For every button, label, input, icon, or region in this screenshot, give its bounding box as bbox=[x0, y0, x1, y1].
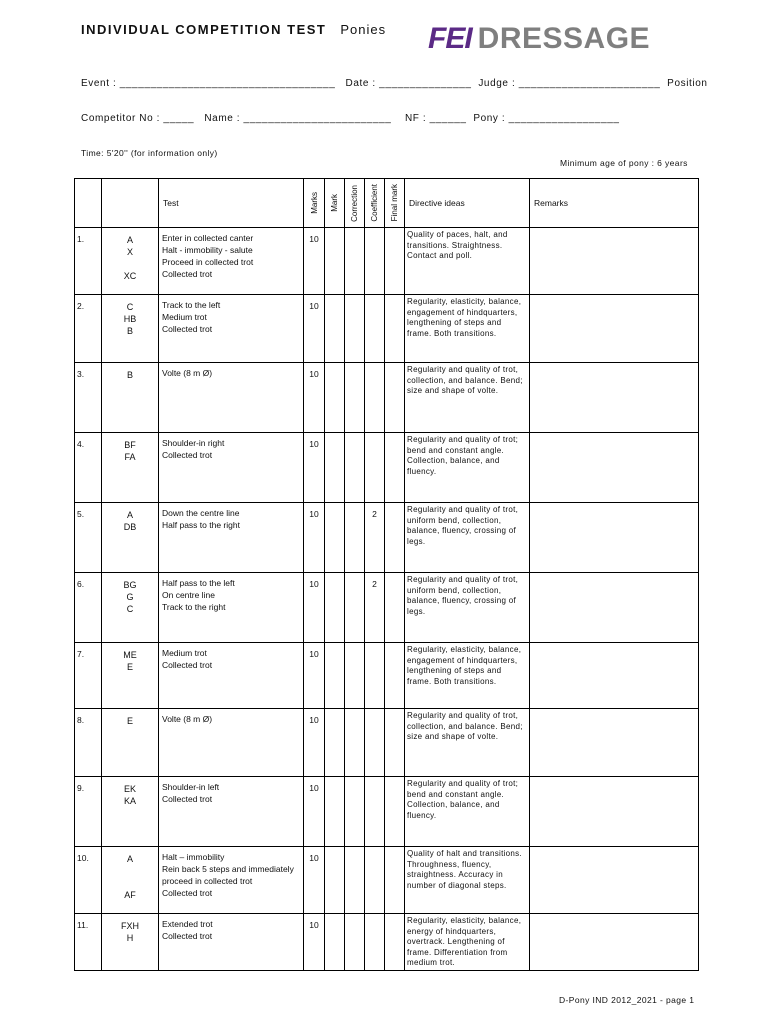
arena-letters bbox=[102, 363, 159, 433]
correction-cell[interactable] bbox=[345, 433, 365, 503]
final-mark-cell[interactable] bbox=[385, 914, 405, 971]
coefficient-cell bbox=[365, 709, 385, 777]
table-row bbox=[75, 228, 699, 295]
movement-description bbox=[159, 847, 304, 914]
movement-line: proceed in collected trot bbox=[162, 876, 253, 886]
mark-cell[interactable] bbox=[325, 777, 345, 847]
coefficient-cell: 2 bbox=[365, 573, 385, 643]
col-final-mark: Final mark bbox=[385, 179, 405, 228]
max-marks: 10 bbox=[304, 847, 325, 914]
movement-line: Shoulder-in right bbox=[162, 438, 225, 448]
final-mark-cell[interactable] bbox=[385, 573, 405, 643]
coefficient-cell bbox=[365, 777, 385, 847]
event-line: Event : ___________________________________ Date : _______________ Judge : _______________________ Position bbox=[81, 78, 708, 89]
movement-number: 1. bbox=[75, 228, 102, 295]
movement-number: 10. bbox=[75, 847, 102, 914]
movement-description bbox=[159, 503, 304, 573]
mark-cell[interactable] bbox=[325, 503, 345, 573]
remarks-cell[interactable] bbox=[530, 777, 699, 847]
time-note: Time: 5'20'' (for information only) bbox=[81, 148, 218, 158]
movement-number: 3. bbox=[75, 363, 102, 433]
coefficient-cell bbox=[365, 433, 385, 503]
directive-ideas: Quality of paces, halt, and transitions. Straightness. Contact and poll. bbox=[405, 228, 530, 295]
arena-letter: AF bbox=[124, 890, 136, 900]
fei-dressage-logo bbox=[428, 24, 650, 54]
arena-letter: A bbox=[126, 854, 133, 864]
final-mark-cell[interactable] bbox=[385, 503, 405, 573]
movement-line: Medium trot bbox=[162, 648, 207, 658]
table-row bbox=[75, 643, 699, 709]
movement-number: 7. bbox=[75, 643, 102, 709]
mark-cell[interactable] bbox=[325, 228, 345, 295]
arena-letters bbox=[102, 573, 159, 643]
movement-line: Collected trot bbox=[162, 660, 213, 670]
movement-description bbox=[159, 295, 304, 363]
mark-cell[interactable] bbox=[325, 573, 345, 643]
movement-description bbox=[159, 363, 304, 433]
movement-line: Halt - immobility - salute bbox=[162, 245, 253, 255]
directive-ideas: Regularity and quality of trot, uniform bend, collection, balance, fluency, crossing of legs. bbox=[405, 573, 530, 643]
arena-letter: EK bbox=[123, 784, 136, 794]
arena-letter: DB bbox=[123, 522, 137, 532]
arena-letter bbox=[102, 865, 158, 877]
coefficient-cell bbox=[365, 295, 385, 363]
max-marks: 10 bbox=[304, 363, 325, 433]
arena-letter: E bbox=[126, 662, 133, 672]
arena-letter: FA bbox=[124, 452, 136, 462]
arena-letters bbox=[102, 295, 159, 363]
arena-letter: HB bbox=[123, 314, 137, 324]
max-marks: 10 bbox=[304, 643, 325, 709]
table-row bbox=[75, 503, 699, 573]
movement-description bbox=[159, 709, 304, 777]
remarks-cell[interactable] bbox=[530, 643, 699, 709]
correction-cell[interactable] bbox=[345, 777, 365, 847]
directive-ideas: Regularity and quality of trot; bend and constant angle. Collection, balance, and fluency. bbox=[405, 433, 530, 503]
movement-description bbox=[159, 228, 304, 295]
movement-line: Collected trot bbox=[162, 931, 213, 941]
movement-line: Collected trot bbox=[162, 794, 213, 804]
logo-dressage: DRESSAGE bbox=[477, 22, 651, 55]
col-directive: Directive ideas bbox=[405, 179, 530, 228]
mark-cell[interactable] bbox=[325, 709, 345, 777]
correction-cell[interactable] bbox=[345, 709, 365, 777]
arena-letters bbox=[102, 643, 159, 709]
page-title bbox=[81, 22, 386, 37]
arena-letters bbox=[102, 709, 159, 777]
arena-letter: C bbox=[126, 604, 134, 614]
correction-cell[interactable] bbox=[345, 363, 365, 433]
final-mark-cell[interactable] bbox=[385, 433, 405, 503]
movement-number: 9. bbox=[75, 777, 102, 847]
movement-line: Half pass to the left bbox=[162, 578, 235, 588]
movement-description bbox=[159, 643, 304, 709]
table-header bbox=[75, 179, 699, 228]
mark-cell[interactable] bbox=[325, 433, 345, 503]
arena-letter: G bbox=[126, 592, 134, 602]
max-marks: 10 bbox=[304, 433, 325, 503]
movement-line: Halt – immobility bbox=[162, 852, 225, 862]
correction-cell[interactable] bbox=[345, 228, 365, 295]
mark-cell[interactable] bbox=[325, 363, 345, 433]
final-mark-cell[interactable] bbox=[385, 847, 405, 914]
arena-letter bbox=[102, 258, 158, 270]
arena-letter: B bbox=[126, 370, 133, 380]
movement-line: Half pass to the right bbox=[162, 520, 240, 530]
arena-letter bbox=[102, 877, 158, 889]
movement-number: 8. bbox=[75, 709, 102, 777]
final-mark-cell[interactable] bbox=[385, 295, 405, 363]
movement-line: Collected trot bbox=[162, 888, 213, 898]
final-mark-cell[interactable] bbox=[385, 709, 405, 777]
directive-ideas: Regularity, elasticity, balance, engagement of hindquarters, lengthening of steps and frame. Both transitions. bbox=[405, 295, 530, 363]
directive-ideas: Quality of halt and transitions. Throughness, fluency, straightness. Accuracy in number of diagonal steps. bbox=[405, 847, 530, 914]
arena-letter: C bbox=[126, 302, 134, 312]
title-sub: Ponies bbox=[340, 22, 387, 37]
movement-number: 11. bbox=[75, 914, 102, 971]
directive-ideas: Regularity, elasticity, balance, energy of hindquarters, overtrack. Lengthening of frame. Differentiation from medium trot. bbox=[405, 914, 530, 971]
arena-letter: X bbox=[126, 247, 133, 257]
movement-description bbox=[159, 433, 304, 503]
arena-letter: FXH bbox=[121, 921, 139, 931]
movement-line: Collected trot bbox=[162, 324, 213, 334]
movement-line: Collected trot bbox=[162, 450, 213, 460]
directive-ideas: Regularity and quality of trot; bend and constant angle. Collection, balance, and fluency. bbox=[405, 777, 530, 847]
remarks-cell[interactable] bbox=[530, 573, 699, 643]
movement-line: Medium trot bbox=[162, 312, 207, 322]
coefficient-cell bbox=[365, 363, 385, 433]
col-test: Test bbox=[159, 179, 304, 228]
movement-line: Rein back 5 steps and immediately bbox=[162, 864, 294, 874]
page-footer: D-Pony IND 2012_2021 - page 1 bbox=[559, 995, 695, 1005]
movement-number: 6. bbox=[75, 573, 102, 643]
max-marks: 10 bbox=[304, 503, 325, 573]
table-row bbox=[75, 709, 699, 777]
final-mark-cell[interactable] bbox=[385, 777, 405, 847]
final-mark-cell[interactable] bbox=[385, 228, 405, 295]
mark-cell[interactable] bbox=[325, 643, 345, 709]
movement-line: Shoulder-in left bbox=[162, 782, 220, 792]
movement-description bbox=[159, 573, 304, 643]
table-row bbox=[75, 777, 699, 847]
arena-letters bbox=[102, 228, 159, 295]
col-correction: Correction bbox=[345, 179, 365, 228]
mark-cell[interactable] bbox=[325, 295, 345, 363]
movement-line: Track to the left bbox=[162, 300, 221, 310]
correction-cell[interactable] bbox=[345, 643, 365, 709]
mark-cell[interactable] bbox=[325, 847, 345, 914]
correction-cell[interactable] bbox=[345, 573, 365, 643]
coefficient-cell bbox=[365, 914, 385, 971]
movement-line: Volte (8 m Ø) bbox=[162, 714, 213, 724]
arena-letter: BF bbox=[124, 440, 136, 450]
movement-line: Down the centre line bbox=[162, 508, 240, 518]
directive-ideas: Regularity and quality of trot, collection, and balance. Bend; size and shape of volte. bbox=[405, 363, 530, 433]
max-marks: 10 bbox=[304, 573, 325, 643]
arena-letter: B bbox=[126, 326, 133, 336]
table-row bbox=[75, 295, 699, 363]
title-main: INDIVIDUAL COMPETITION TEST bbox=[81, 22, 327, 37]
arena-letters bbox=[102, 503, 159, 573]
mark-cell[interactable] bbox=[325, 914, 345, 971]
movement-line: Enter in collected canter bbox=[162, 233, 254, 243]
max-marks: 10 bbox=[304, 914, 325, 971]
movement-line: Volte (8 m Ø) bbox=[162, 368, 213, 378]
arena-letters bbox=[102, 433, 159, 503]
table-row bbox=[75, 573, 699, 643]
remarks-cell[interactable] bbox=[530, 503, 699, 573]
table-row bbox=[75, 433, 699, 503]
table-row bbox=[75, 363, 699, 433]
max-marks: 10 bbox=[304, 777, 325, 847]
arena-letter: A bbox=[126, 510, 133, 520]
directive-ideas: Regularity, elasticity, balance, engagement of hindquarters, lengthening of steps and frame. Both transitions. bbox=[405, 643, 530, 709]
directive-ideas: Regularity and quality of trot, collection, and balance. Bend; size and shape of volte. bbox=[405, 709, 530, 777]
remarks-cell[interactable] bbox=[530, 228, 699, 295]
col-marks: Marks bbox=[304, 179, 325, 228]
score-table bbox=[74, 178, 699, 971]
competitor-line: Competitor No : _____ Name : ________________________ NF : ______ Pony : __________________ bbox=[81, 113, 620, 124]
table-row bbox=[75, 847, 699, 914]
movement-line: Proceed in collected trot bbox=[162, 257, 254, 267]
movement-line: Track to the right bbox=[162, 602, 226, 612]
remarks-cell[interactable] bbox=[530, 847, 699, 914]
movement-number: 5. bbox=[75, 503, 102, 573]
movement-number: 2. bbox=[75, 295, 102, 363]
max-marks: 10 bbox=[304, 228, 325, 295]
movement-line: Extended trot bbox=[162, 919, 213, 929]
movement-line: On centre line bbox=[162, 590, 215, 600]
arena-letter: XC bbox=[123, 271, 137, 281]
coefficient-cell bbox=[365, 228, 385, 295]
correction-cell[interactable] bbox=[345, 295, 365, 363]
col-remarks: Remarks bbox=[530, 179, 699, 228]
arena-letter: A bbox=[126, 235, 133, 245]
arena-letter: BG bbox=[123, 580, 137, 590]
arena-letter: H bbox=[126, 933, 134, 943]
movement-line: Collected trot bbox=[162, 269, 213, 279]
min-age-note: Minimum age of pony : 6 years bbox=[560, 158, 688, 168]
remarks-cell[interactable] bbox=[530, 363, 699, 433]
correction-cell[interactable] bbox=[345, 914, 365, 971]
remarks-cell[interactable] bbox=[530, 295, 699, 363]
col-mark: Mark bbox=[325, 179, 345, 228]
coefficient-cell bbox=[365, 643, 385, 709]
arena-letters bbox=[102, 777, 159, 847]
arena-letter: ME bbox=[123, 650, 137, 660]
max-marks: 10 bbox=[304, 709, 325, 777]
col-coefficient: Coefficient bbox=[365, 179, 385, 228]
movement-description bbox=[159, 777, 304, 847]
directive-ideas: Regularity and quality of trot, uniform bend, collection, balance, fluency, crossing of legs. bbox=[405, 503, 530, 573]
movement-number: 4. bbox=[75, 433, 102, 503]
arena-letter: E bbox=[126, 716, 133, 726]
arena-letters bbox=[102, 914, 159, 971]
remarks-cell[interactable] bbox=[530, 914, 699, 971]
correction-cell[interactable] bbox=[345, 847, 365, 914]
remarks-cell[interactable] bbox=[530, 433, 699, 503]
arena-letters bbox=[102, 847, 159, 914]
remarks-cell[interactable] bbox=[530, 709, 699, 777]
coefficient-cell: 2 bbox=[365, 503, 385, 573]
correction-cell[interactable] bbox=[345, 503, 365, 573]
movement-description bbox=[159, 914, 304, 971]
table-row bbox=[75, 914, 699, 971]
arena-letter: KA bbox=[123, 796, 136, 806]
max-marks: 10 bbox=[304, 295, 325, 363]
final-mark-cell[interactable] bbox=[385, 363, 405, 433]
logo-fei: FEI bbox=[428, 22, 472, 55]
coefficient-cell bbox=[365, 847, 385, 914]
final-mark-cell[interactable] bbox=[385, 643, 405, 709]
